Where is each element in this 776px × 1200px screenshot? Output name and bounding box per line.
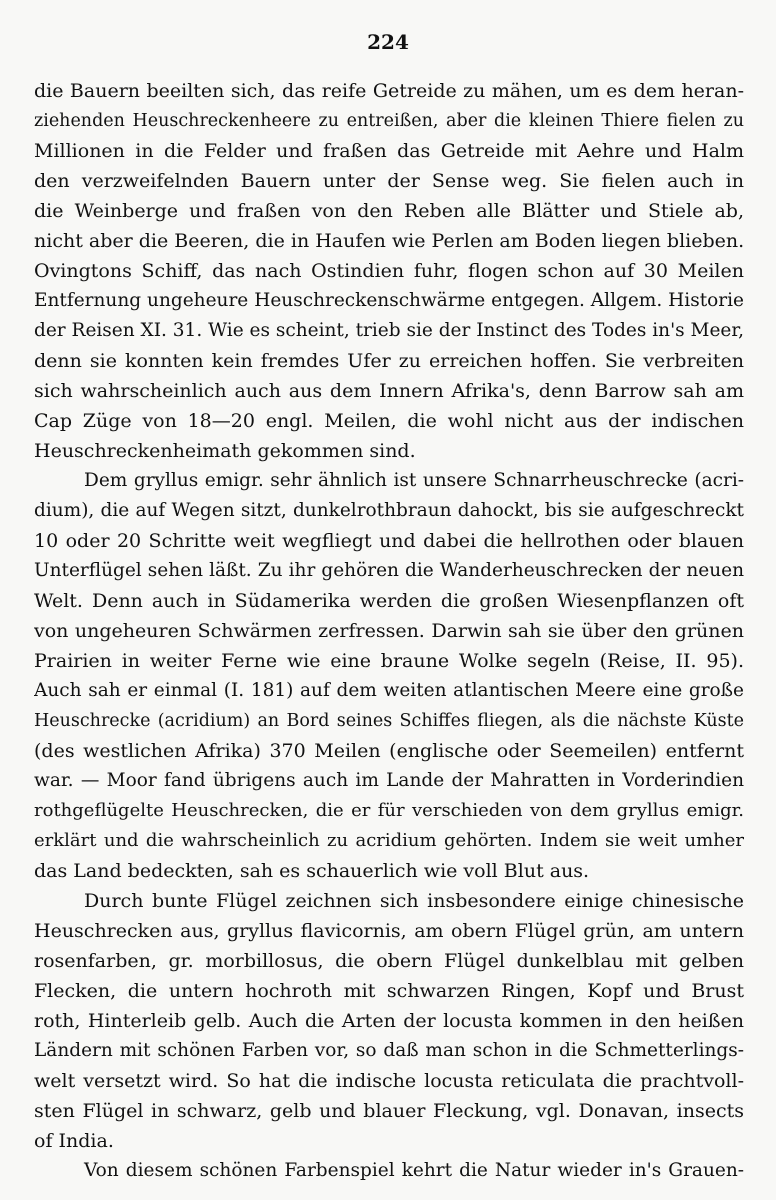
text-line: rosenfarben, gr. morbillosus, die obern Flügel dunkelblau mit gelben	[34, 950, 744, 972]
text-line: die Bauern beeilten sich, das reife Getreide zu mähen, um es dem heran-	[34, 80, 744, 102]
text-line: Ovingtons Schiff, das nach Ostindien fuhr, flogen schon auf 30 Meilen	[34, 260, 744, 282]
paragraph-4	[34, 1156, 744, 1186]
text-line: rothgeflügelte Heuschrecken, die er für verschieden von dem gryllus emigr.	[34, 800, 744, 821]
paragraph-1	[34, 76, 744, 466]
text-line: Auch sah er einmal (I. 181) auf dem weiten atlantischen Meere eine große	[34, 680, 744, 701]
text-line: Millionen in die Felder und fraßen das Getreide mit Aehre und Halm	[34, 140, 744, 162]
text-line: Heuschrecke (acridium) an Bord seines Schiffes fliegen, als die nächste Küste	[34, 711, 744, 731]
text-line: Cap Züge von 18—20 engl. Meilen, die wohl nicht aus der indischen	[34, 410, 744, 432]
text-line: Heuschreckenheimath gekommen sind.	[34, 440, 416, 462]
text-line: sich wahrscheinlich auch aus dem Innern Afrika's, denn Barrow sah am	[34, 380, 744, 402]
text-line: ziehenden Heuschreckenheere zu entreißen, aber die kleinen Thiere fielen zu	[34, 111, 744, 131]
text-line: das Land bedeckten, sah es schauerlich wie voll Blut aus.	[34, 860, 590, 882]
page-number: 224	[367, 30, 409, 54]
text-line: Ländern mit schönen Farben vor, so daß man schon in die Schmetterlings-	[34, 1040, 744, 1061]
text-line: denn sie konnten kein fremdes Ufer zu erreichen hoffen. Sie verbreiten	[34, 350, 744, 372]
text-line: von ungeheuren Schwärmen zerfressen. Darwin sah sie über den grünen	[34, 620, 744, 642]
text-line: der Reisen XI. 31. Wie es scheint, trieb sie der Instinct des Todes in's Meer,	[34, 320, 744, 341]
paragraph-3	[34, 886, 744, 1156]
text-line: Entfernung ungeheure Heuschreckenschwärme entgegen. Allgem. Historie	[34, 290, 744, 311]
text-line: 10 oder 20 Schritte weit wegfliegt und dabei die hellrothen oder blauen	[34, 530, 744, 552]
text-line: Prairien in weiter Ferne wie eine braune Wolke segeln (Reise, II. 95).	[34, 650, 744, 672]
text-line: Durch bunte Flügel zeichnen sich insbesondere einige chinesische	[84, 890, 744, 912]
text-line: war. — Moor fand übrigens auch im Lande der Mahratten in Vorderindien	[34, 770, 744, 791]
text-line: erklärt und die wahrscheinlich zu acridium gehörten. Indem sie weit umher	[34, 830, 744, 851]
text-line: of India.	[34, 1130, 114, 1152]
text-line: den verzweifelnden Bauern unter der Sense weg. Sie fielen auch in	[34, 170, 744, 192]
text-line: sten Flügel in schwarz, gelb und blauer Fleckung, vgl. Donavan, insects	[34, 1100, 744, 1122]
paragraph-2	[34, 466, 744, 886]
body-text	[34, 76, 744, 1186]
text-line: Dem gryllus emigr. sehr ähnlich ist unsere Schnarrheuschrecke (acri-	[84, 470, 744, 491]
text-line: nicht aber die Beeren, die in Haufen wie Perlen am Boden liegen blieben.	[34, 230, 744, 252]
text-line: welt versetzt wird. So hat die indische locusta reticulata die prachtvoll-	[34, 1070, 744, 1092]
text-line: Flecken, die untern hochroth mit schwarzen Ringen, Kopf und Brust	[34, 980, 744, 1002]
text-line: die Weinberge und fraßen von den Reben alle Blätter und Stiele ab,	[34, 200, 744, 222]
text-line: Von diesem schönen Farbenspiel kehrt die Natur wieder in's Grauen-	[84, 1160, 744, 1181]
text-line: dium), die auf Wegen sitzt, dunkelrothbraun dahockt, bis sie aufgeschreckt	[34, 500, 744, 521]
text-line: Unterflügel sehen läßt. Zu ihr gehören die Wanderheuschrecken der neuen	[34, 560, 744, 581]
text-line: Heuschrecken aus, gryllus flavicornis, am obern Flügel grün, am untern	[34, 920, 744, 942]
text-line: Welt. Denn auch in Südamerika werden die großen Wiesenpflanzen oft	[34, 590, 744, 612]
text-line: roth, Hinterleib gelb. Auch die Arten der locusta kommen in den heißen	[34, 1010, 744, 1032]
text-line: (des westlichen Afrika) 370 Meilen (englische oder Seemeilen) entfernt	[34, 740, 744, 762]
